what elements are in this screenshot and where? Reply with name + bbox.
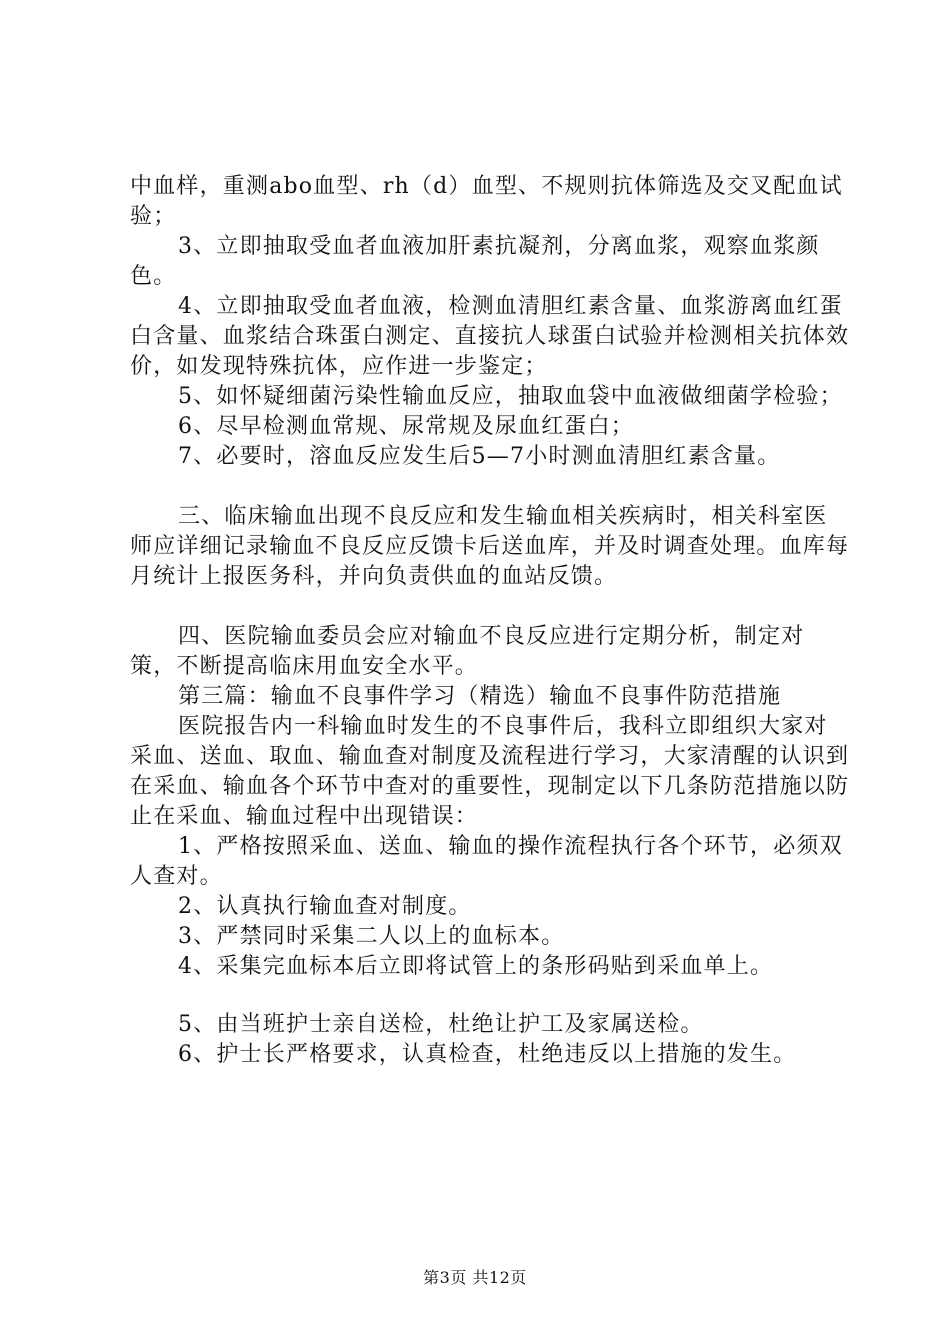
section-heading: 第三篇：输血不良事件学习（精选）输血不良事件防范措施 [178,684,782,709]
measure-item-3: 3、严禁同时采集二人以上的血标本。 [178,924,565,949]
measure-item-6: 6、护士长严格要求，认真检查，杜绝违反以上措施的发生。 [178,1042,797,1067]
paragraph-item-6: 6、尽早检测血常规、尿常规及尿血红蛋白； [178,414,634,439]
paragraph-intro: 医院报告内一科输血时发生的不良事件后，我科立即组织大家对采血、送血、取血、输血查对制度及流程进行学习，大家清醒的认识到在采血、输血各个环节中查对的重要性，现制定以下几条防范措施以防止在采血、输血过程中出现错误： [130,714,850,829]
measure-item-1: 1、严格按照采血、送血、输血的操作流程执行各个环节，必须双人查对。 [130,834,843,889]
paragraph-item-7: 7、必要时，溶血反应发生后5—7小时测血清胆红素含量。 [178,444,781,469]
paragraph-item-5: 5、如怀疑细菌污染性输血反应，抽取血袋中血液做细菌学检验； [178,384,843,409]
page-footer [0,1268,950,1288]
paragraph-item-3: 3、立即抽取受血者血液加肝素抗凝剂，分离血浆，观察血浆颜色。 [130,234,820,289]
paragraph-section-3: 三、临床输血出现不良反应和发生输血相关疾病时，相关科室医师应详细记录输血不良反应反馈卡后送血库，并及时调查处理。血库每月统计上报医务科，并向负责供血的血站反馈。 [130,504,850,589]
document-body [130,172,850,1070]
paragraph-continuation: 中血样，重测abo血型、rh（d）血型、不规则抗体筛选及交叉配血试验； [130,174,843,229]
measure-item-2: 2、认真执行输血查对制度。 [178,894,472,919]
measure-item-5: 5、由当班护士亲自送检，杜绝让护工及家属送检。 [178,1012,704,1037]
page-number: 第3页 共12页 [423,1268,527,1287]
paragraph-item-4: 4、立即抽取受血者血液，检测血清胆红素含量、血浆游离血红蛋白含量、血浆结合珠蛋白测定、直接抗人球蛋白试验并检测相关抗体效价，如发现特殊抗体，应作进一步鉴定； [130,294,850,379]
paragraph-section-4: 四、医院输血委员会应对输血不良反应进行定期分析，制定对策，不断提高临床用血安全水平。 [130,624,805,679]
measure-item-4: 4、采集完血标本后立即将试管上的条形码贴到采血单上。 [178,954,774,979]
